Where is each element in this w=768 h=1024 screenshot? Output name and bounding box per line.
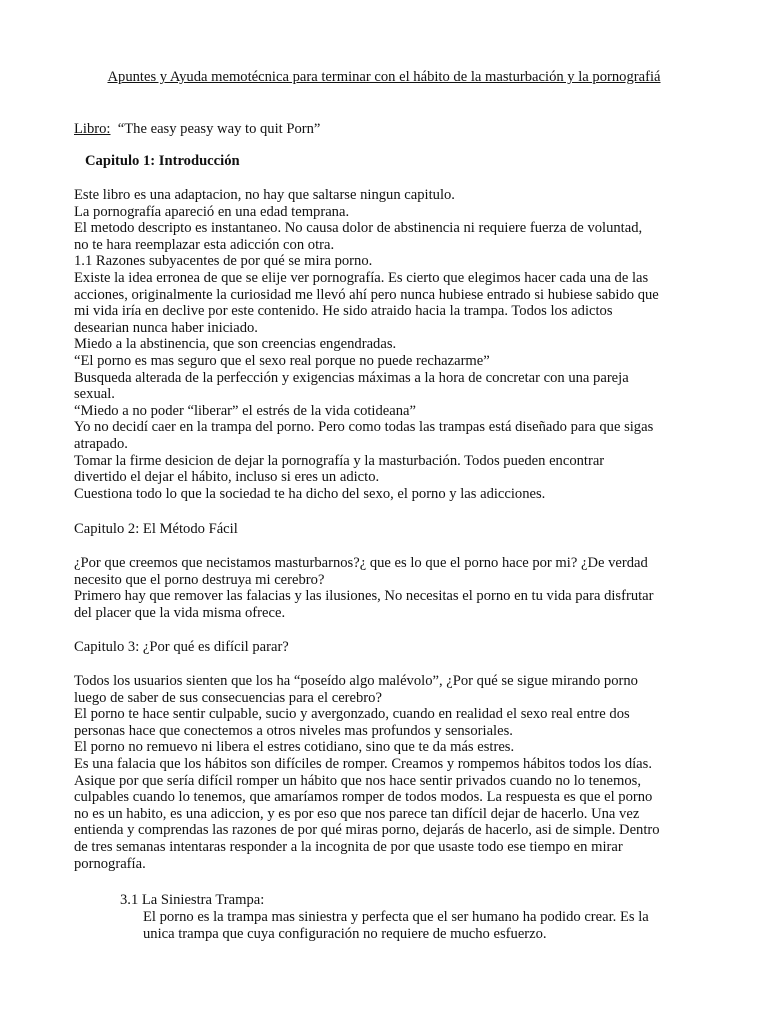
paragraph-line: Miedo a la abstinencia, que son creencias engendradas. — [74, 336, 397, 353]
section-3-1-heading: 3.1 La Siniestra Trampa: — [120, 892, 265, 908]
paragraph-line: “Miedo a no poder “liberar” el estrés de la vida cotideana” — [74, 402, 416, 419]
paragraph-line: Existe la idea erronea de que se elije ver pornografía. Es cierto que elegimos hacer cada una de las — [74, 269, 649, 286]
paragraph-line: de tres semanas intentaras responder a la incognita de por que usaste todo ese tiempo en mirar — [74, 838, 623, 855]
paragraph-line: ¿Por que creemos que necistamos masturbarnos?¿ que es lo que el porno hace por mi? ¿De verdad — [74, 555, 648, 571]
paragraph-line: acciones, originalmente la curiosidad me llevó ahí pero nunca hubiese entrado si hubiese sabido que — [74, 286, 659, 303]
paragraph-line: La pornografía apareció en una edad temprana. — [74, 203, 350, 220]
book-label: Libro: — [74, 121, 111, 137]
book-reference — [74, 121, 320, 138]
paragraph-line: culpables cuando lo tenemos, que amaríamos romper de todos modos. La respuesta es que el porno — [74, 789, 653, 806]
chapter-1-heading: Capitulo 1: Introducción — [85, 153, 240, 169]
paragraph-line: entienda y comprendas las razones de por qué miras porno, dejarás de hacerlo, asi de simple. Dentro — [74, 822, 660, 839]
chapter-1-body — [74, 187, 714, 502]
paragraph-line: Busqueda alterada de la perfección y exigencias máximas a la hora de concretar con una pareja — [74, 369, 629, 386]
paragraph-line: unica trampa que cuya configuración no requiere de mucho esfuerzo. — [143, 925, 547, 942]
chapter-3-title: Capitulo 3: ¿Por qué es difícil parar? — [74, 639, 289, 655]
chapter-3-heading — [74, 639, 714, 656]
document-title: Apuntes y Ayuda memotécnica para terminar con el hábito de la masturbación y la pornografiá — [107, 69, 661, 85]
paragraph-line: Todos los usuarios sienten que los ha “poseído algo malévolo”, ¿Por qué se sigue mirando porno — [74, 673, 638, 689]
paragraph-line: desearian nunca haber iniciado. — [74, 319, 258, 336]
paragraph-line: Primero hay que remover las falacias y las ilusiones, No necesitas el porno en tu vida para disfrutar — [74, 588, 654, 605]
paragraph-line: del placer que la vida misma ofrece. — [74, 604, 286, 621]
paragraph-line: El porno no remuevo ni libera el estres cotidiano, sino que te da más estres. — [74, 739, 515, 756]
paragraph-line: mi vida iría en declive por este contenido. He sido atraido hacia la trampa. Todos los adictos — [74, 303, 613, 320]
chapter-2-body — [74, 555, 714, 621]
paragraph-line: atrapado. — [74, 435, 128, 452]
paragraph-line: Yo no decidí caer en la trampa del porno. Pero como todas las trampas está diseñado para que sigas — [74, 419, 654, 436]
paragraph-line: luego de saber de sus consecuencias para el cerebro? — [74, 689, 382, 706]
paragraph-line: Cuestiona todo lo que la sociedad te ha dicho del sexo, el porno y las adicciones. — [74, 485, 546, 502]
paragraph-line: El porno es la trampa mas siniestra y perfecta que el ser humano ha podido crear. Es la — [143, 909, 649, 925]
chapter-3-body — [74, 673, 714, 872]
paragraph-line: divertido el dejar el hábito, incluso si eres un adicto. — [74, 469, 380, 486]
paragraph-line: Este libro es una adaptacion, no hay que saltarse ningun capitulo. — [74, 187, 455, 203]
paragraph-line: no te hara reemplazar esta adicción con otra. — [74, 236, 335, 253]
paragraph-line: personas hace que conectemos a otros niveles mas profundos y sensoriales. — [74, 722, 513, 739]
paragraph-line: Tomar la firme desicion de dejar la pornografía y la masturbación. Todos pueden encontrar — [74, 452, 605, 469]
book-title: “The easy peasy way to quit Porn” — [117, 121, 321, 137]
paragraph-line: El metodo descripto es instantaneo. No causa dolor de abstinencia ni requiere fuerza de voluntad, — [74, 220, 643, 237]
paragraph-line: 1.1 Razones subyacentes de por qué se mira porno. — [74, 253, 373, 270]
chapter-2-heading — [74, 521, 714, 538]
paragraph-line: El porno te hace sentir culpable, sucio y avergonzado, cuando en realidad el sexo real entre dos — [74, 706, 630, 723]
paragraph-line: “El porno es mas seguro que el sexo real porque no puede rechazarme” — [74, 352, 490, 369]
chapter-2-title: Capitulo 2: El Método Fácil — [74, 521, 238, 537]
paragraph-line: Es una falacia que los hábitos son difíciles de romper. Creamos y rompemos hábitos todos los días. — [74, 755, 652, 772]
paragraph-line: necesito que el porno destruya mi cerebro? — [74, 571, 325, 588]
paragraph-line: no es un habito, es una adiccion, y es por eso que nos parece tan difícil dejar de hacerlo. Una vez — [74, 805, 640, 822]
section-3-1-body — [143, 909, 703, 942]
paragraph-line: sexual. — [74, 386, 115, 403]
paragraph-line: pornografía. — [74, 855, 146, 872]
paragraph-line: Asique por que sería difícil romper un hábito que nos hace sentir privados cuando no lo tenemos, — [74, 772, 641, 789]
